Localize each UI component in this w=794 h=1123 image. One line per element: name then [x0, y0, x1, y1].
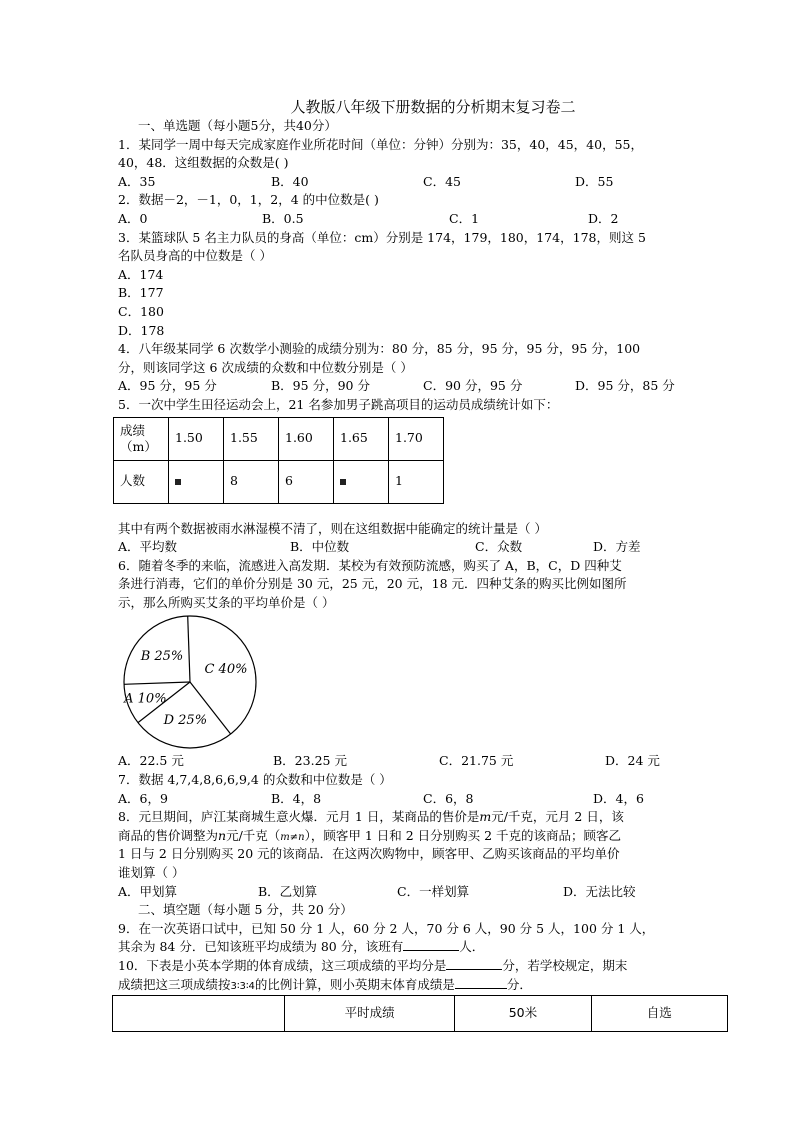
- option-a: A．22.5 元: [118, 753, 184, 769]
- question-2-line-1: 2．数据－2，－1，0，1，2，4 的中位数是( ): [118, 192, 379, 208]
- question-6-line-2: 条进行消毒，它们的单价分别是 30 元，25 元，20 元，18 元．四种艾条的购买比例如图所: [118, 576, 627, 592]
- option-d: D．2: [588, 210, 619, 226]
- option-d: D．55: [575, 173, 614, 189]
- text: 成绩把这三项成绩按: [118, 976, 231, 992]
- pie-label-d: D 25%: [163, 713, 208, 729]
- question-3-option-a: A．174: [118, 266, 164, 282]
- table-cell: 1.50: [169, 417, 224, 460]
- question-10-line-1: [118, 957, 728, 976]
- question-10-line-2: [118, 976, 728, 995]
- pe-score-table: [112, 995, 728, 1032]
- answer-blank[interactable]: [403, 938, 459, 951]
- question-7-line-1: 7．数据 4,7,4,8,6,6,9,4 的众数和中位数是（ ）: [118, 772, 392, 788]
- question-4-line-2: 分，则该同学这 6 次成绩的众数和中位数分别是（ ）: [118, 359, 413, 375]
- smudge-mark: [175, 479, 181, 485]
- text: 分，若学校规定，期末: [502, 958, 628, 973]
- high-jump-results-table: [113, 417, 444, 504]
- answer-blank[interactable]: [446, 957, 502, 970]
- question-9-line-2: [118, 938, 728, 957]
- pie-label-b: B 25%: [140, 649, 184, 665]
- pie-label-a: A 10%: [124, 691, 167, 707]
- option-c: C．众数: [475, 539, 523, 555]
- table-cell: 1.55: [224, 417, 279, 460]
- table-cell: 1.60: [279, 417, 334, 460]
- table-header-cell: 50米: [455, 996, 591, 1032]
- question-3-option-c: C．180: [118, 303, 164, 319]
- option-b: B．乙划算: [258, 883, 318, 899]
- option-c: C．一样划算: [397, 883, 470, 899]
- option-a: A．0: [118, 210, 148, 226]
- table-row: [114, 417, 444, 460]
- smudge-mark: [340, 479, 346, 485]
- question-4-line-1: 4．八年级某同学 6 次数学小测验的成绩分别为：80 分，85 分，95 分，95 分，95 分，100: [118, 341, 641, 357]
- table-row: [114, 460, 444, 503]
- text: ），顾客甲 1 日和 2 日分别购买 2 千克的该商品；顾客乙: [304, 827, 622, 843]
- option-c: C．6，8: [423, 790, 474, 806]
- variable-n: n: [218, 827, 227, 843]
- text: 其余为 84 分．已知该班平均成绩为 80 分，该班有: [118, 939, 404, 955]
- exam-document: [118, 97, 728, 1032]
- pie-chart: [118, 612, 268, 752]
- text: 分．: [506, 976, 532, 992]
- option-b: B．0.5: [262, 210, 304, 226]
- ratio: 3∶3∶4: [230, 980, 255, 992]
- question-1-options: [118, 173, 728, 192]
- pie-chart-container: [118, 612, 728, 752]
- question-6-options: [118, 752, 728, 771]
- question-7-options: [118, 790, 728, 809]
- question-9-line-1: 9．在一次英语口试中，已知 50 分 1 人，60 分 2 人，70 分 6 人，90 分 5 人，100 分 1 人，: [118, 920, 655, 936]
- option-d: D．方差: [593, 539, 641, 555]
- option-c: C．21.75 元: [439, 753, 514, 769]
- text: 10．下表是小英本学期的体育成绩，这三项成绩的平均分是: [118, 958, 447, 973]
- text: 人．: [459, 939, 485, 955]
- question-8-line-3: 1 日与 2 日分别购买 20 元的该商品．在这两次购物中，顾客甲、乙购买该商品的平均单价: [118, 846, 620, 862]
- section-heading-single-choice: 一、单选题（每小题5分，共40分）: [138, 118, 337, 133]
- question-6-line-3: 示，那么所购买艾条的平均单价是（ ）: [118, 594, 335, 610]
- text: 元/千克，元月 2 日，该: [491, 809, 624, 825]
- option-b: B．4，8: [271, 790, 322, 806]
- text: 8．元旦期间，庐江某商城生意火爆．元月 1 日，某商品的售价是: [118, 809, 480, 825]
- option-b: B．95 分，90 分: [271, 378, 370, 394]
- option-c: C．90 分，95 分: [423, 378, 523, 394]
- question-1-line-1: 1．某同学一周中每天完成家庭作业所花时间（单位：分钟）分别为：35，40，45，40，55，: [118, 136, 643, 152]
- option-b: B．中位数: [290, 539, 350, 555]
- pie-label-c: C 40%: [204, 662, 248, 678]
- option-d: D．24 元: [605, 753, 660, 769]
- option-a: A．95 分，95 分: [118, 378, 217, 394]
- question-3-option-d: D．178: [118, 322, 165, 338]
- question-8-line-4: 谁划算（ ）: [118, 865, 185, 881]
- question-1-line-2: 40，48．这组数据的众数是( ): [118, 155, 289, 171]
- question-6-line-1: 6．随着冬季的来临，流感进入高发期．某校为有效预防流感，购买了 A，B，C，D 四种艾: [118, 557, 622, 573]
- option-b: B．40: [271, 173, 309, 189]
- row-label-count: 人数: [114, 460, 169, 503]
- text: 元/千克（: [226, 827, 281, 843]
- table-cell: 1.65: [334, 417, 389, 460]
- table-header-cell: [113, 996, 285, 1032]
- option-a: A．平均数: [118, 539, 178, 555]
- option-a: A．35: [118, 173, 156, 189]
- question-8-options: [118, 883, 728, 902]
- question-3-line-1: 3．某篮球队 5 名主力队员的身高（单位：cm）分别是 174，179，180，174，178，则这 5: [118, 229, 646, 245]
- pie-slice-boundary-b: [124, 682, 190, 684]
- option-b: B．23.25 元: [273, 753, 347, 769]
- option-d: D．4，6: [593, 790, 644, 806]
- option-d: D．无法比较: [563, 883, 636, 899]
- label-text: 成绩: [120, 422, 146, 438]
- question-8-line-1: [118, 808, 728, 827]
- pie-slice-boundary-c: [188, 617, 190, 683]
- table-cell: 6: [279, 460, 334, 503]
- question-5-options: [118, 538, 728, 557]
- section-heading-fill-in: 二、填空题（每小题 5 分，共 20 分）: [138, 902, 353, 918]
- option-c: C．1: [449, 210, 480, 226]
- row-label-score: [114, 417, 169, 460]
- text: 商品的售价调整为: [118, 827, 219, 843]
- question-2-options: [118, 210, 728, 229]
- text: 的比例计算，则小英期末体育成绩是: [254, 976, 455, 992]
- variable-m: m: [479, 809, 492, 825]
- table-header-cell: 自选: [591, 996, 727, 1032]
- option-d: D．95 分，85 分: [575, 378, 675, 394]
- smudged-cell: [334, 460, 389, 503]
- question-5-line-2: 其中有两个数据被雨水淋湿模不清了，则在这组数据中能确定的统计量是（ ）: [118, 520, 547, 536]
- label-unit: （m）: [120, 438, 157, 454]
- question-4-options: [118, 377, 728, 396]
- question-8-line-2: [118, 827, 728, 846]
- answer-blank[interactable]: [455, 976, 507, 989]
- smudged-cell: [169, 460, 224, 503]
- option-a: A．6，9: [118, 790, 168, 806]
- table-cell: 8: [224, 460, 279, 503]
- table-row: [113, 996, 728, 1032]
- option-c: C．45: [423, 173, 461, 189]
- question-3-option-b: B．177: [118, 285, 164, 301]
- table-header-cell: 平时成绩: [285, 996, 455, 1032]
- question-3-line-2: 名队员身高的中位数是（ ）: [118, 248, 272, 264]
- document-title: 人教版八年级下册数据的分析期末复习卷二: [290, 98, 576, 116]
- inequality: m≠n: [280, 831, 305, 843]
- table-cell: 1.70: [389, 417, 444, 460]
- table-cell: 1: [389, 460, 444, 503]
- question-5-line-1: 5．一次中学生田径运动会上，21 名参加男子跳高项目的运动员成绩统计如下：: [118, 396, 559, 412]
- option-a: A．甲划算: [118, 883, 178, 899]
